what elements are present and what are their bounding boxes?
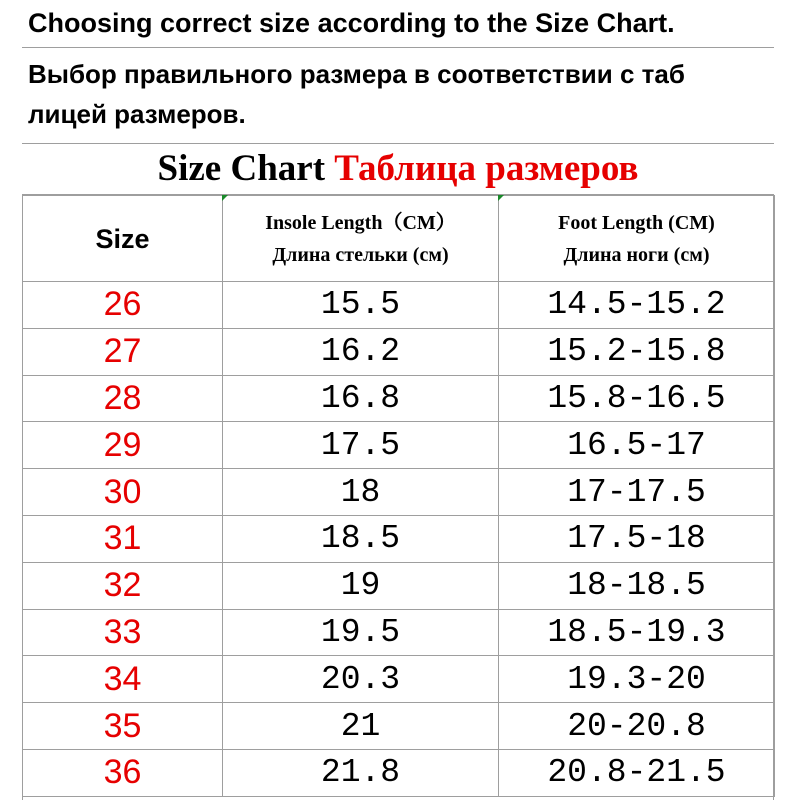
table-row <box>23 515 775 562</box>
size-cell: 36 <box>23 749 223 796</box>
insole-length-cell: 16.8 <box>223 375 499 422</box>
size-cell: 26 <box>23 282 223 329</box>
size-cell: 33 <box>23 609 223 656</box>
table-row <box>23 282 775 329</box>
insole-length-cell: 21.8 <box>223 749 499 796</box>
foot-length-cell: 16.5-17 <box>499 422 775 469</box>
foot-length-cell: 15.8-16.5 <box>499 375 775 422</box>
russian-instruction-line-1: Выбор правильного размера в соответствии с таб <box>28 59 685 89</box>
table-row <box>23 703 775 750</box>
insole-length-cell: 19.5 <box>223 609 499 656</box>
size-cell: 27 <box>23 328 223 375</box>
table-row <box>23 656 775 703</box>
russian-instruction-line-2: лицей размеров. <box>28 99 246 129</box>
size-cell: 28 <box>23 375 223 422</box>
cell-comment-marker <box>498 195 504 201</box>
foot-length-cell: 18-18.5 <box>499 562 775 609</box>
table-row <box>23 562 775 609</box>
size-cell: 35 <box>23 703 223 750</box>
foot-length-cell: 17-17.5 <box>499 469 775 516</box>
foot-length-cell: 17.5-18 <box>499 515 775 562</box>
insole-length-cell: 18.5 <box>223 515 499 562</box>
table-row <box>23 609 775 656</box>
size-cell: 29 <box>23 422 223 469</box>
header-insole-length <box>223 196 499 282</box>
russian-instruction <box>22 48 774 144</box>
insole-length-cell: 18 <box>223 469 499 516</box>
header-size: Size <box>23 196 223 282</box>
table-row <box>23 328 775 375</box>
size-cell: 30 <box>23 469 223 516</box>
foot-length-cell: 19.3-20 <box>499 656 775 703</box>
table-row <box>23 375 775 422</box>
size-cell: 32 <box>23 562 223 609</box>
insole-length-cell: 19 <box>223 562 499 609</box>
table-row <box>23 422 775 469</box>
header-row <box>23 196 775 282</box>
foot-length-cell: 20-20.8 <box>499 703 775 750</box>
chart-title-english: Size Chart <box>157 148 326 189</box>
insole-length-cell: 17.5 <box>223 422 499 469</box>
english-instruction: Choosing correct size according to the Size Chart. <box>22 0 774 48</box>
size-table <box>22 195 775 797</box>
header-insole-russian: Длина стельки (см) <box>272 243 449 266</box>
header-foot-length <box>499 196 775 282</box>
insole-length-cell: 20.3 <box>223 656 499 703</box>
size-cell: 31 <box>23 515 223 562</box>
chart-title <box>22 144 774 195</box>
foot-length-cell: 14.5-15.2 <box>499 282 775 329</box>
insole-length-cell: 21 <box>223 703 499 750</box>
insole-length-cell: 15.5 <box>223 282 499 329</box>
table-row <box>23 469 775 516</box>
foot-length-cell: 15.2-15.8 <box>499 328 775 375</box>
foot-length-cell: 20.8-21.5 <box>499 749 775 796</box>
size-cell: 34 <box>23 656 223 703</box>
foot-length-cell: 18.5-19.3 <box>499 609 775 656</box>
cell-comment-marker <box>222 195 228 201</box>
header-insole-english: Insole Length（CM） <box>265 211 456 234</box>
table-row <box>23 749 775 796</box>
insole-length-cell: 16.2 <box>223 328 499 375</box>
header-foot-russian: Длина ноги (см) <box>563 243 710 266</box>
header-foot-english: Foot Length (CM) <box>558 211 715 234</box>
chart-title-russian: Таблица размеров <box>334 148 639 189</box>
